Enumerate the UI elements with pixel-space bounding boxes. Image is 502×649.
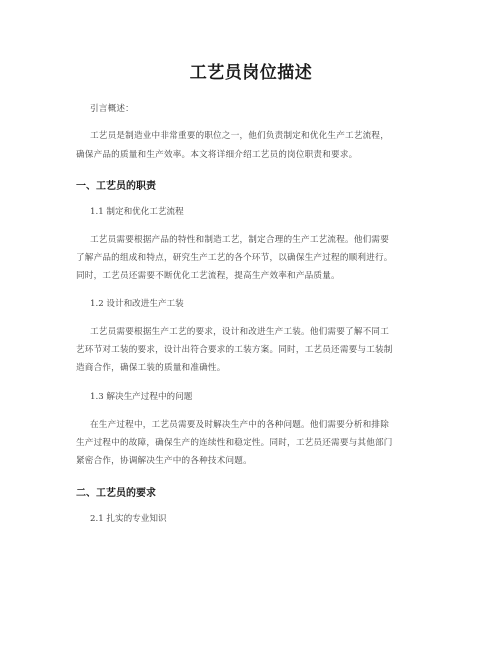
paragraph-1-2-line-2: 艺环节对工装的要求，设计出符合要求的工装方案。同时，工艺员还需要与工装制 xyxy=(76,345,393,355)
document-title: 工艺员岗位描述 xyxy=(189,63,313,83)
subsection-heading-2-1: 2.1 扎实的专业知识 xyxy=(90,514,167,524)
paragraph-1-1-line-2: 了解产品的组成和特点，研究生产工艺的各个环节，以确保生产过程的顺利进行。 xyxy=(76,253,393,263)
section-heading-duties: 一、工艺员的职责 xyxy=(76,181,156,192)
paragraph-1-2-line-1: 工艺员需要根据生产工艺的要求，设计和改进生产工装。他们需要了解不同工 xyxy=(90,327,389,337)
intro-label: 引言概述： xyxy=(90,104,134,114)
paragraph-1-2-line-3: 造商合作，确保工装的质量和准确性。 xyxy=(76,363,226,373)
subsection-heading-1-2: 1.2 设计和改进生产工装 xyxy=(90,299,184,309)
paragraph-1-3-line-3: 紧密合作，协调解决生产中的各种技术问题。 xyxy=(76,456,252,466)
section-heading-requirements: 二、工艺员的要求 xyxy=(76,488,156,499)
paragraph-1-3-line-2: 生产过程中的故障，确保生产的连续性和稳定性。同时，工艺员还需要与其他部门 xyxy=(76,438,393,448)
subsection-heading-1-1: 1.1 制定和优化工艺流程 xyxy=(90,207,184,217)
subsection-heading-1-3: 1.3 解决生产过程中的问题 xyxy=(90,392,193,402)
paragraph-1-1-line-3: 同时，工艺员还需要不断优化工艺流程，提高生产效率和产品质量。 xyxy=(76,271,340,281)
intro-line-2: 确保产品的质量和生产效率。本文将详细介绍工艺员的岗位职责和要求。 xyxy=(76,150,358,160)
intro-line-1: 工艺员是制造业中非常重要的职位之一，他们负责制定和优化生产工艺流程， xyxy=(90,131,389,141)
paragraph-1-3-line-1: 在生产过程中，工艺员需要及时解决生产中的各种问题。他们需要分析和排除 xyxy=(90,420,389,430)
paragraph-1-1-line-1: 工艺员需要根据产品的特性和制造工艺，制定合理的生产工艺流程。他们需要 xyxy=(90,235,389,245)
